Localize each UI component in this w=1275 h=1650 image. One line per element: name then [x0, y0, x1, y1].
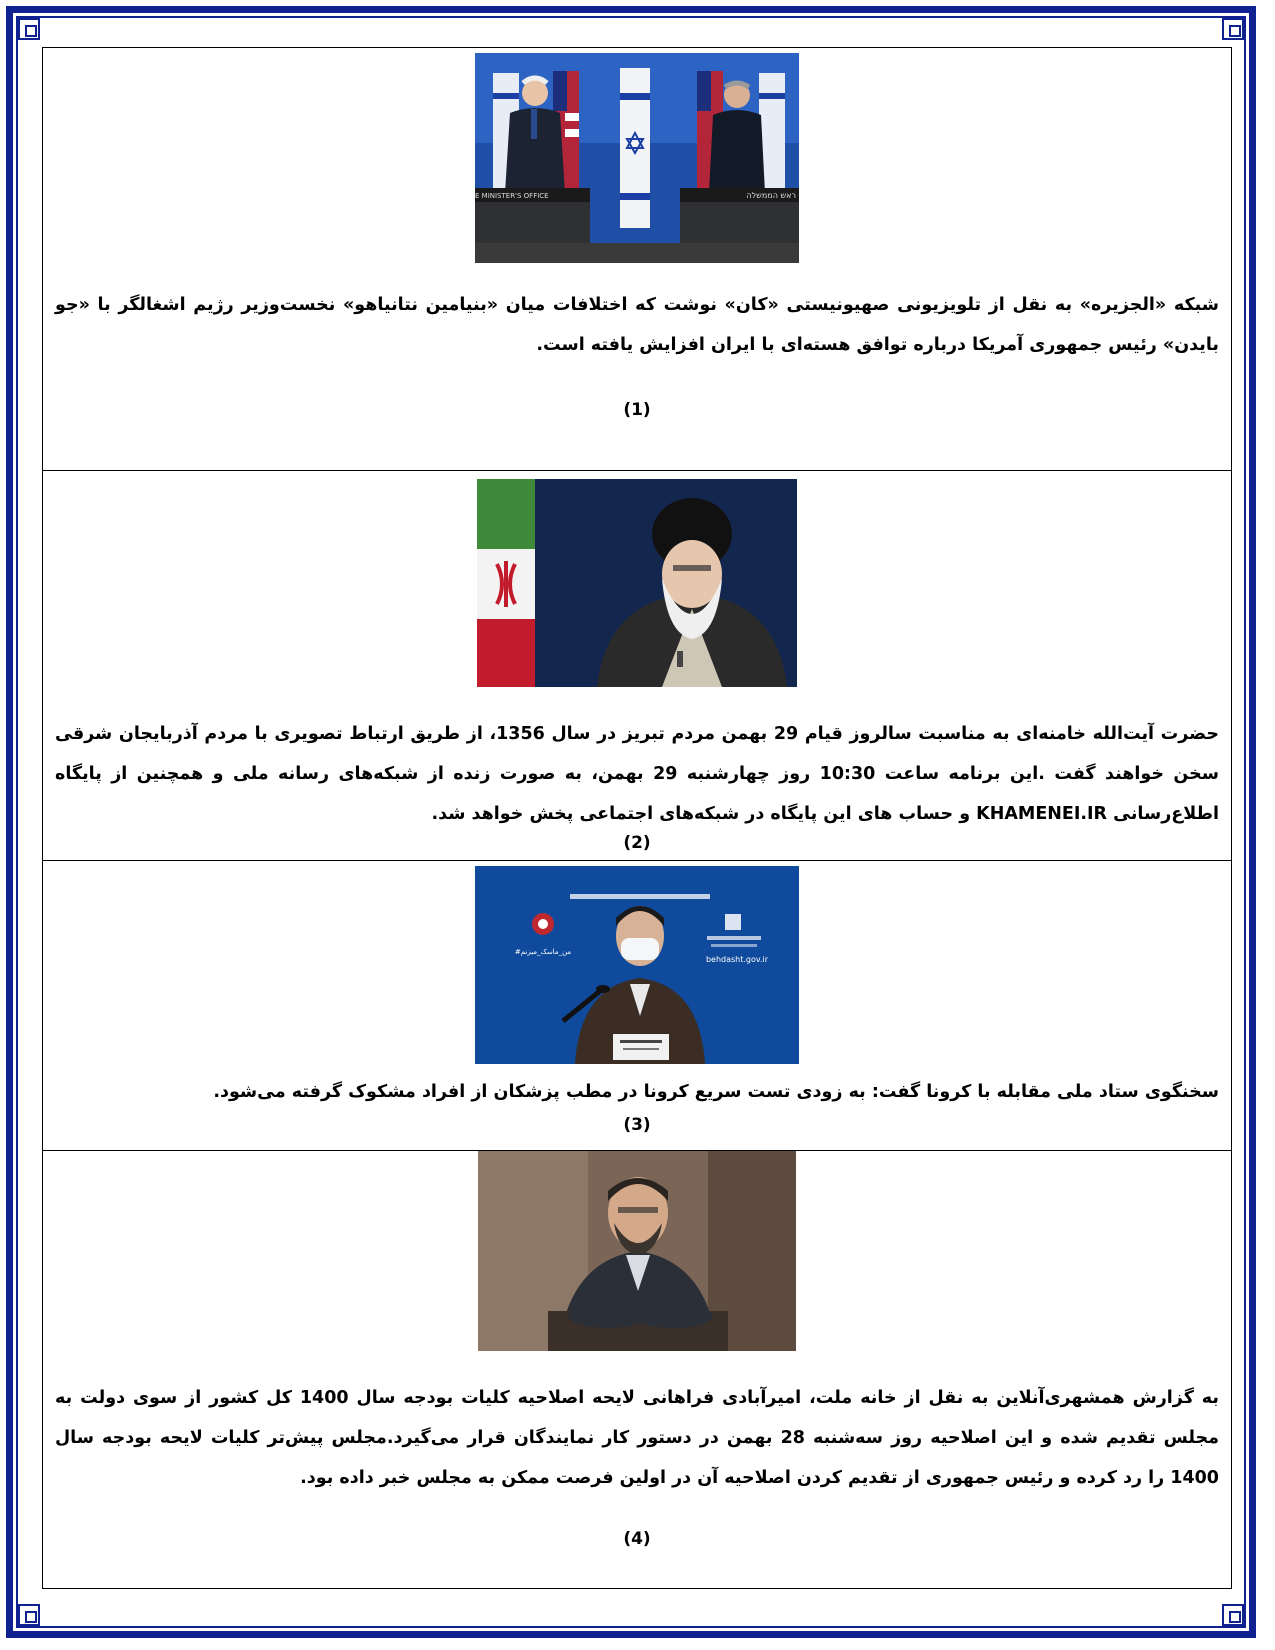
podium-sign-english: E MINISTER'S OFFICE	[475, 192, 549, 200]
news-text-1: شبکه «الجزیره» به نقل از تلویزیونی صهیونیستی «کان» نوشت که اختلافات میان «بنیامین نتانیاهو» نخست‌وزیر رژیم اشغالگر با «جو بایدن» رئیس جمهوری آمریکا درباره توافق هسته‌ای با ایران افزایش یافته است.	[55, 295, 1219, 355]
news-number-3: (3)	[623, 1115, 651, 1135]
website-text: behdasht.gov.ir	[705, 955, 769, 964]
press-conference-photo	[475, 53, 799, 263]
news-number-4: (4)	[623, 1529, 651, 1549]
news-number-2: (2)	[623, 833, 651, 853]
news-item-3	[43, 860, 1231, 1150]
news-number-1: (1)	[623, 400, 651, 420]
podium-sign-hebrew: ראש הממשלה	[746, 191, 796, 200]
spokesman-press-photo	[475, 866, 799, 1064]
news-text-3: سخنگوی ستاد ملی مقابله با کرونا گفت: به زودی تست سریع کرونا در مطب پزشکان از افراد مشکوک گرفته می‌شود.	[213, 1082, 1219, 1102]
slogan-text: #من_ماسک_میزنم	[514, 948, 572, 956]
news-item-1	[43, 48, 1231, 470]
news-text-4: به گزارش همشهری‌آنلاین به نقل از خانه ملت، امیرآبادی فراهانی لایحه اصلاحیه کلیات بودجه سال 1400 کل کشور از سوی دولت به مجلس تقدیم شده و این اصلاحیه روز سه‌شنبه 28 بهمن در دستور کار نمایندگان قرار می‌گیرد.مجلس پیش‌تر کلیات لایحه بودجه سال 1400 را رد کرده و رئیس جمهوری از تقدیم کردن اصلاحیه آن در اولین فرصت ممکن به مجلس خبر داده بود.	[55, 1388, 1219, 1488]
leader-portrait-photo	[477, 479, 797, 687]
news-item-4	[43, 1150, 1231, 1590]
corner-ornament	[18, 18, 40, 40]
parliament-member-photo	[478, 1151, 796, 1351]
corner-ornament	[18, 1604, 40, 1626]
corner-ornament	[1222, 1604, 1244, 1626]
news-table	[42, 47, 1232, 1589]
news-item-2	[43, 470, 1231, 860]
corner-ornament	[1222, 18, 1244, 40]
news-text-2: حضرت آیت‌الله خامنه‌ای به مناسبت سالروز قیام 29 بهمن مردم تبریز در سال 1356، از طریق ارتباط تصویری با مردم آذربایجان شرقی سخن خواهند گفت .این برنامه ساعت 10:30 روز چهارشنبه 29 بهمن، به صورت زنده از شبکه‌های رسانه ملی و همچنین از پایگاه اطلاع‌رسانی KHAMENEI.IR و حساب های این پایگاه در شبکه‌های اجتماعی پخش خواهد شد.	[55, 724, 1220, 824]
